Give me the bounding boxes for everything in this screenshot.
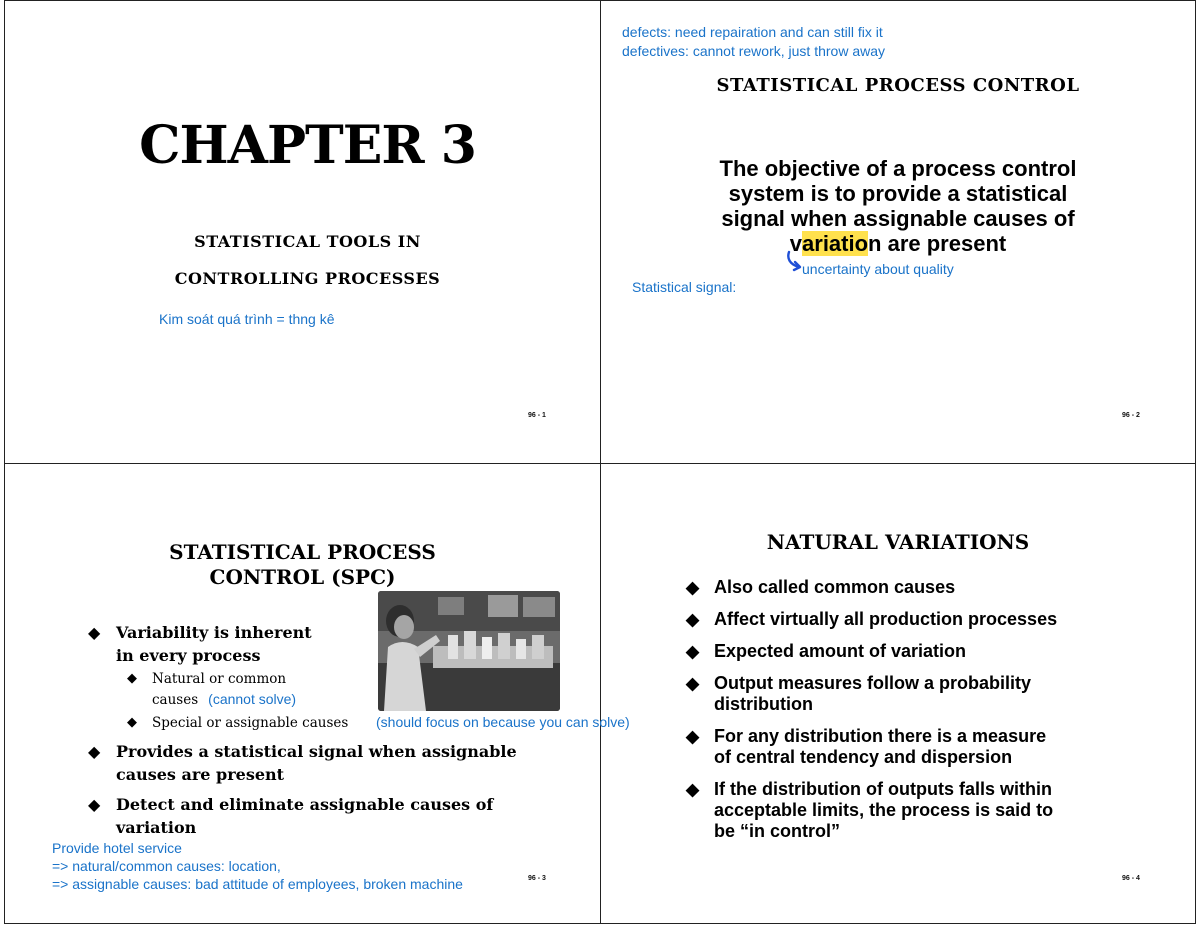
slide-3-sub-bullet-1 [127,669,597,710]
slide-3-note-line-1: Provide hotel service [52,840,182,856]
horizontal-divider [4,463,1196,464]
slide-3-title [30,540,575,590]
slide-4-bullet-4 [686,673,1191,715]
slide-4-bullet-4-line-2: distribution [714,694,813,714]
diamond-bullet-icon: ◆ [686,780,700,799]
diamond-bullet-icon: ◆ [686,727,700,746]
slide-3-bullet-2-line-1: Provides a statistical signal when assignable [116,742,517,761]
slide-2-signal-note: Statistical signal: [632,279,737,295]
slide-3-bullet-2 [88,740,598,786]
diamond-bullet-icon: ◆ [686,642,700,661]
slide-1-subtitle-line-2: CONTROLLING PROCESSES [174,269,441,288]
slide-3-sub-1-note: (cannot solve) [208,691,297,707]
slide-4-page-number: 96 - 4 [1122,875,1140,882]
slide-4-bullet-5 [686,726,1191,768]
slide-3-title-line-1: STATISTICAL PROCESS [169,540,436,564]
slide-3-note-line-2: => natural/common causes: location, [52,858,281,874]
slide-4-bullet-6-line-1: If the distribution of outputs falls within [714,779,1052,799]
chapter-title: CHAPTER 3 [139,115,476,176]
slide-1-subtitle-line-1: STATISTICAL TOOLS IN [194,232,421,251]
slide-2-title: STATISTICAL PROCESS CONTROL [716,75,1080,96]
slide-3-note-line-3: => assignable causes: bad attitude of employees, broken machine [52,876,463,892]
slide-3-bullet-list [88,621,598,667]
slide-4-bullet-4-line-1: Output measures follow a probability [714,673,1032,693]
slide-4-bullet-5-line-2: of central tendency and dispersion [714,747,1013,767]
slide-4-bullet-1-text: Also called common causes [714,577,956,597]
slide-2-note-defectives: defectives: cannot rework, just throw away [622,43,886,59]
slide-4-bullet-2-text: Affect virtually all production processes [714,609,1058,629]
slide-3-sub-1-line-2: causes [152,692,199,708]
slide-4-bullet-list [686,577,1191,842]
diamond-bullet-icon: ◆ [686,610,700,629]
slide-3-bullet-1-line-2: in every process [116,646,261,665]
slide-1-note: Kim soát quá trình = thng kê [159,311,335,327]
slide-4-title: NATURAL VARIATIONS [766,530,1030,554]
slide-3-bullet-3-line-1: Detect and eliminate assignable causes of [116,795,494,814]
diamond-bullet-icon: ◆ [127,715,137,730]
slide-2-annotation: uncertainty about quality [802,261,954,277]
slide-4-bullet-1 [686,577,1191,598]
diamond-bullet-icon: ◆ [686,674,700,693]
slide-3-sub-2-text: Special or assignable causes [152,715,349,731]
slide-2-objective [683,156,1113,256]
slide-3-bullet-3-line-2: variation [116,818,197,837]
slide-3-bullet-1-line-1: Variability is inherent [116,623,312,642]
slide-3-page-number: 96 - 3 [528,875,546,882]
diamond-bullet-icon: ◆ [88,623,101,642]
highlighted-variation: ariatio [802,231,869,256]
objective-v: v [789,231,803,256]
slide-3-bullet-list-2 [88,740,598,839]
slide-3-bullet-2-line-2: causes are present [116,765,285,784]
diamond-bullet-icon: ◆ [88,795,101,814]
diamond-bullet-icon: ◆ [686,578,700,597]
objective-line-3: signal when assignable causes of [721,206,1075,231]
objective-line-1: The objective of a process control [719,156,1077,181]
objective-line-2: system is to provide a statistical [728,181,1068,206]
slide-4-bullet-3 [686,641,1191,662]
slide-3-bullet-1 [88,621,598,667]
slide-4-bullet-6 [686,779,1191,842]
slide-3-title-line-2: CONTROL (SPC) [209,565,396,589]
slide-4-bullet-6-line-3: be “in control” [714,821,840,841]
slide-4-bullet-5-line-1: For any distribution there is a measure [714,726,1047,746]
diamond-bullet-icon: ◆ [88,742,101,761]
slide-3-sub-2-note: (should focus on because you can solve) [376,714,630,730]
slide-4-bullet-3-text: Expected amount of variation [714,641,967,661]
slide-2-page-number: 96 - 2 [1122,412,1140,419]
slide-4-bullet-6-line-2: acceptable limits, the process is said to [714,800,1054,820]
objective-rest: n are present [868,231,1007,256]
objective-line-4 [683,231,1113,256]
slide-3-sub-1-line-1: Natural or common [152,671,287,687]
slide-3-bullet-3 [88,793,598,839]
slide-4-bullet-2 [686,609,1191,630]
diamond-bullet-icon: ◆ [127,671,137,686]
slide-1-page-number: 96 - 1 [528,412,546,419]
slide-2-note-defects: defects: need repairation and can still fix it [622,24,883,40]
